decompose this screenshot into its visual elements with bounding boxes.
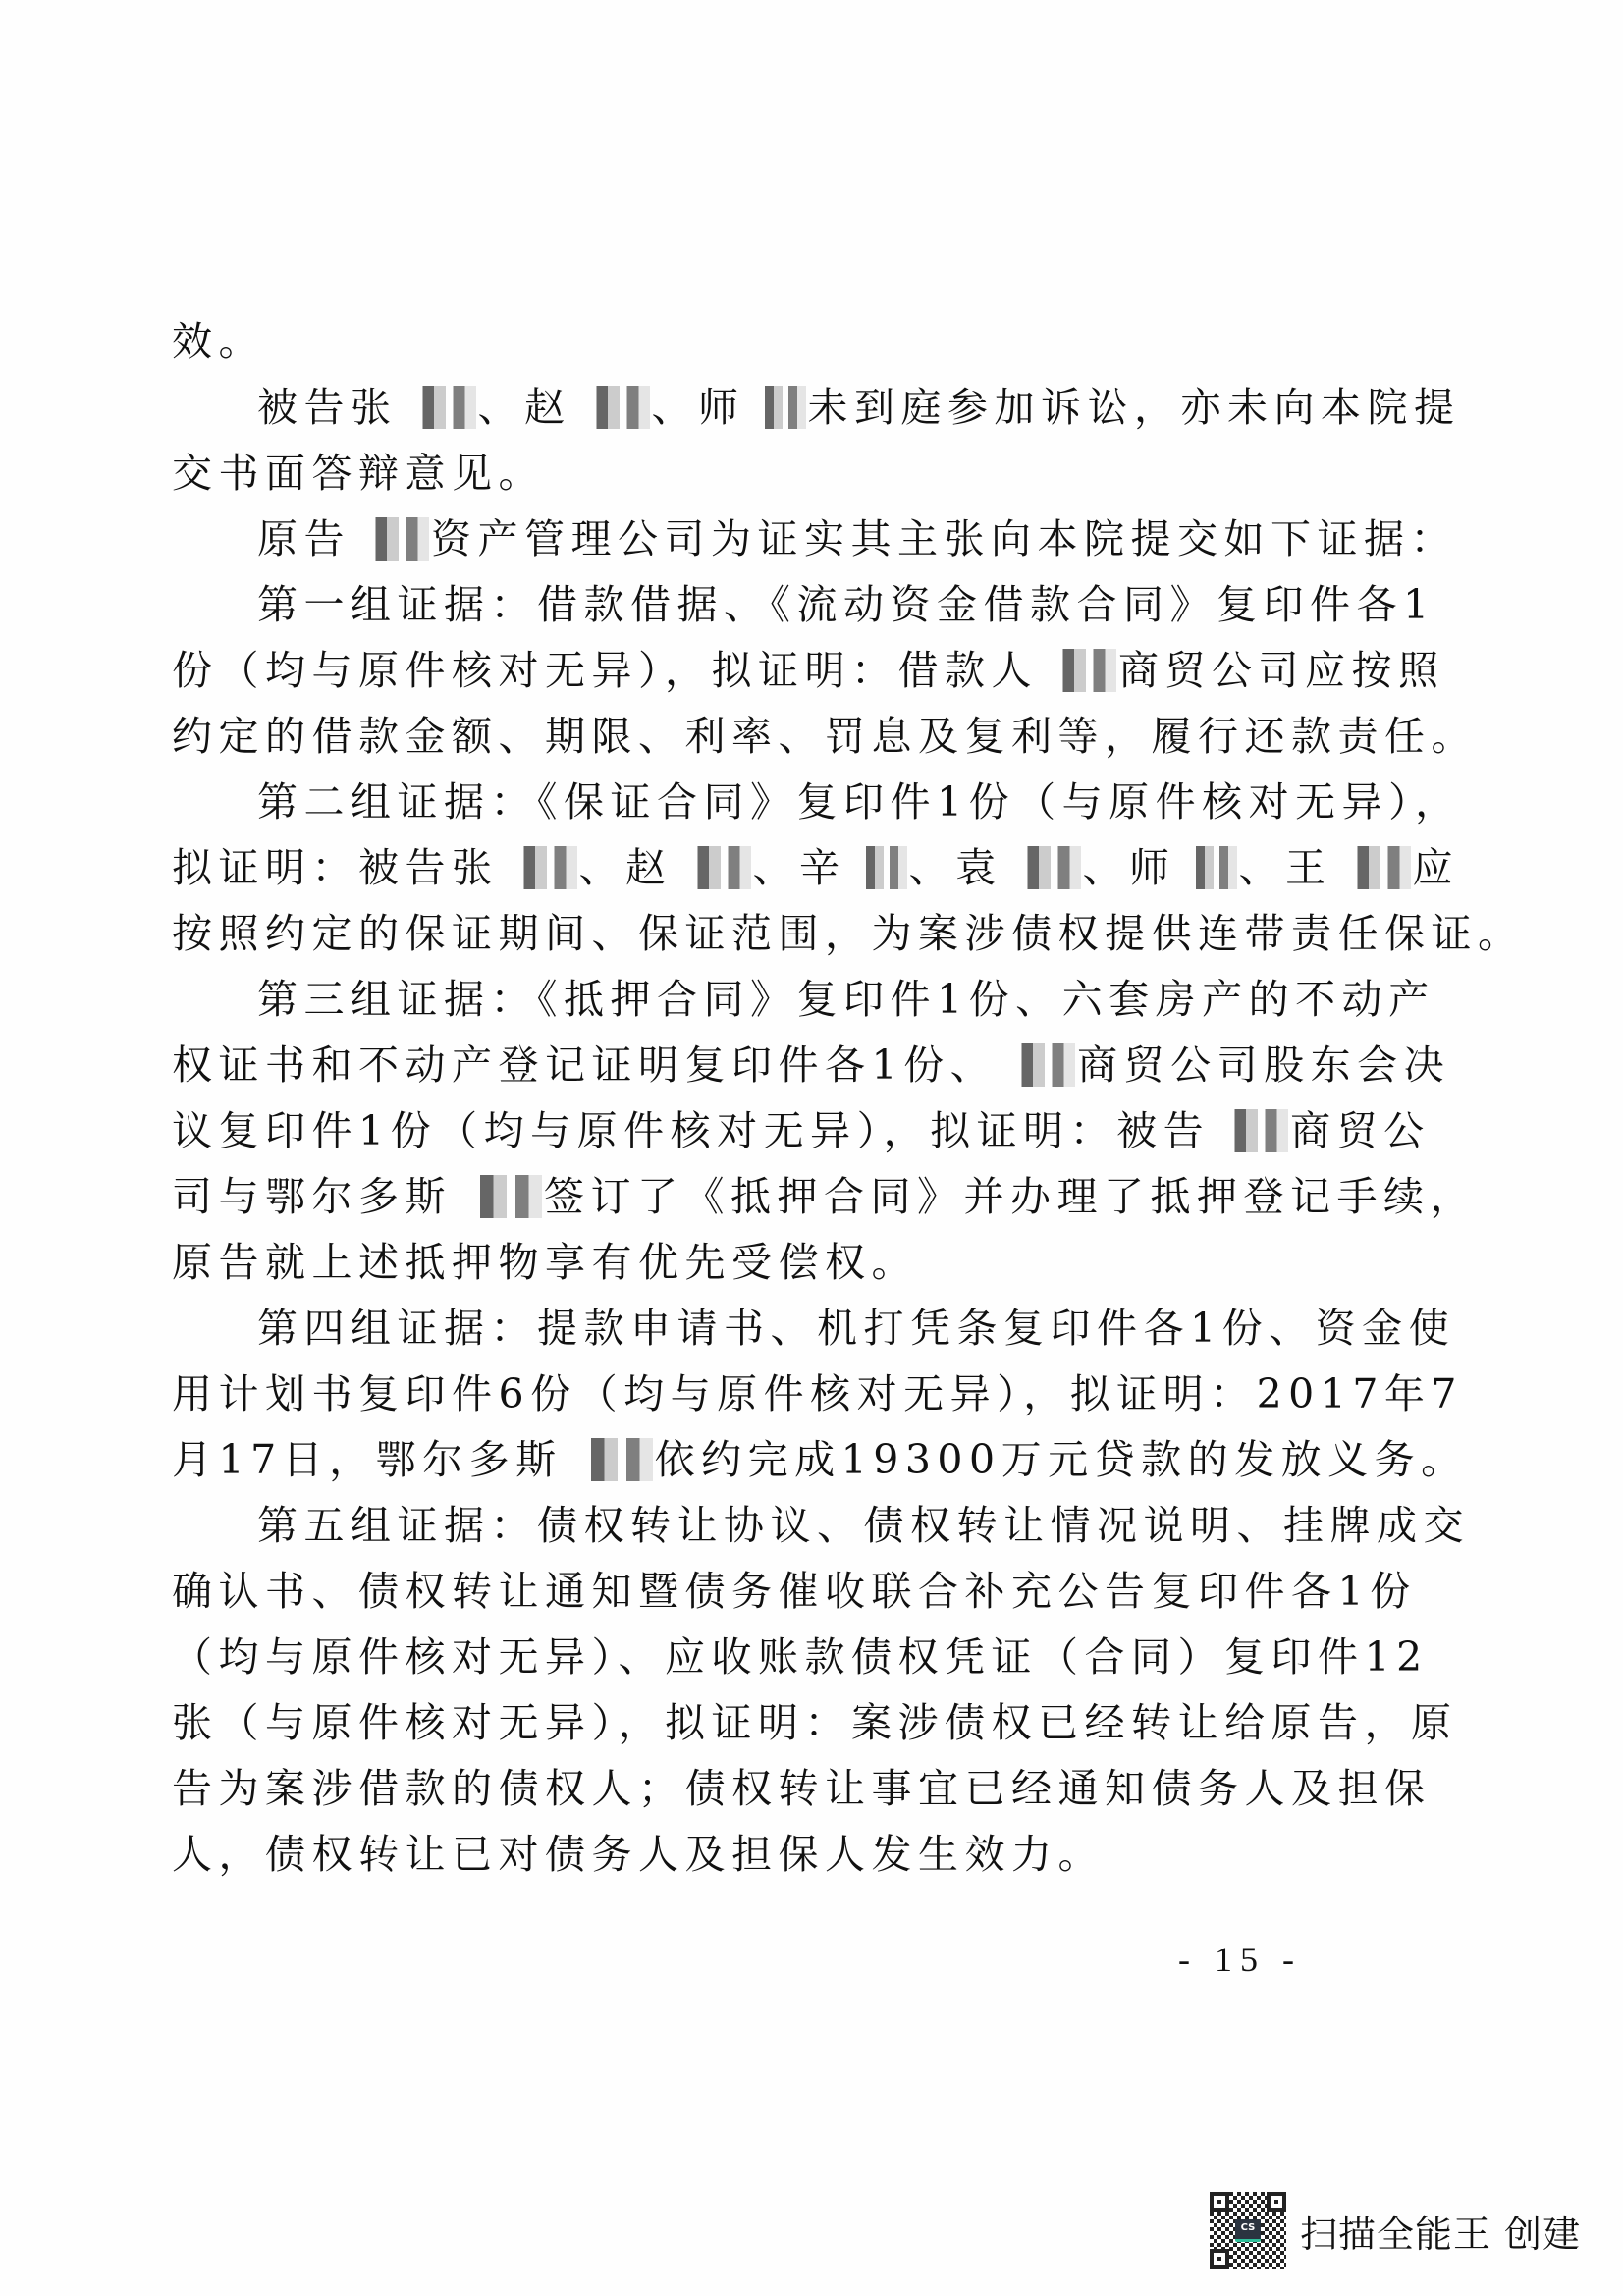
text-line: 交书面答辩意见。 <box>172 450 545 497</box>
watermark-text: 扫描全能王 创建 <box>1300 2212 1582 2256</box>
text-line: 第五组证据：债权转让协议、债权转让情况说明、挂牌成交 <box>257 1502 1470 1549</box>
redacted-name <box>1004 846 1081 889</box>
text-line: 第三组证据：《抵押合同》复印件1份、六套房产的不动产 <box>257 976 1435 1023</box>
text-line: 告为案涉借款的债权人；债权转让事宜已经通知债务人及担保 <box>172 1765 1432 1812</box>
text-line: 张（与原件核对无异），拟证明：案涉债权已经转让给原告，原 <box>172 1699 1458 1746</box>
text-line: 确认书、债权转让通知暨债务催收联合补充公告复印件各1份 <box>172 1568 1417 1615</box>
redacted-name <box>565 1438 653 1481</box>
text-line: 拟证明：被告张 、赵 、辛 、袁 、师 、王 应 <box>172 844 1459 891</box>
text-line: 第二组证据：《保证合同》复印件1份（与原件核对无异）， <box>257 778 1462 826</box>
text-line: 用计划书复印件6份（均与原件核对无异），拟证明：2017年7 <box>172 1370 1464 1417</box>
redacted-name <box>999 1043 1075 1087</box>
redacted-name <box>454 1175 542 1218</box>
redacted-name <box>848 846 907 889</box>
redacted-name <box>352 517 429 561</box>
redacted-name <box>1334 846 1411 889</box>
scanner-watermark <box>1210 2192 1581 2269</box>
redacted-name <box>501 846 577 889</box>
qr-code-icon <box>1210 2192 1286 2269</box>
text-line: 按照约定的保证期间、保证范围，为案涉债权提供连带责任保证。 <box>172 910 1525 957</box>
page-number: - 15 - <box>1178 1940 1302 1979</box>
redacted-name <box>400 386 476 429</box>
text-line: 月17日，鄂尔多斯 依约完成19300万元贷款的发放义务。 <box>172 1436 1468 1483</box>
text-line: 效。 <box>172 318 265 365</box>
text-line: 人，债权转让已对债务人及担保人发生效力。 <box>172 1831 1105 1878</box>
redacted-name <box>675 846 751 889</box>
text-line: 约定的借款金额、期限、利率、罚息及复利等，履行还款责任。 <box>172 713 1478 760</box>
text-line: 第一组证据：借款借据、《流动资金借款合同》复印件各1 <box>257 581 1435 628</box>
redacted-name <box>1212 1109 1288 1152</box>
redacted-name <box>1040 649 1116 692</box>
text-line: 司与鄂尔多斯 签订了《抵押合同》并办理了抵押登记手续， <box>172 1173 1477 1220</box>
text-line: 原告就上述抵押物享有优先受偿权。 <box>172 1239 918 1286</box>
text-line: （均与原件核对无异）、应收账款债权凭证（合同）复印件12 <box>172 1633 1429 1681</box>
text-line: 被告张 、赵 、师 未到庭参加诉讼，亦未向本院提 <box>257 384 1461 431</box>
text-line: 第四组证据：提款申请书、机打凭条复印件各1份、资金使 <box>257 1305 1456 1352</box>
text-line: 议复印件1份（均与原件核对无异），拟证明：被告 商贸公 <box>172 1107 1431 1154</box>
redacted-name <box>747 386 806 429</box>
redacted-name <box>1178 846 1237 889</box>
text-line: 原告 资产管理公司为证实其主张向本院提交如下证据： <box>257 515 1457 562</box>
text-line: 份（均与原件核对无异），拟证明：借款人 商贸公司应按照 <box>172 647 1445 694</box>
camscanner-logo-icon: CS <box>1235 2219 1261 2242</box>
redacted-name <box>573 386 650 429</box>
text-line: 权证书和不动产登记证明复印件各1份、 商贸公司股东会决 <box>172 1041 1451 1089</box>
